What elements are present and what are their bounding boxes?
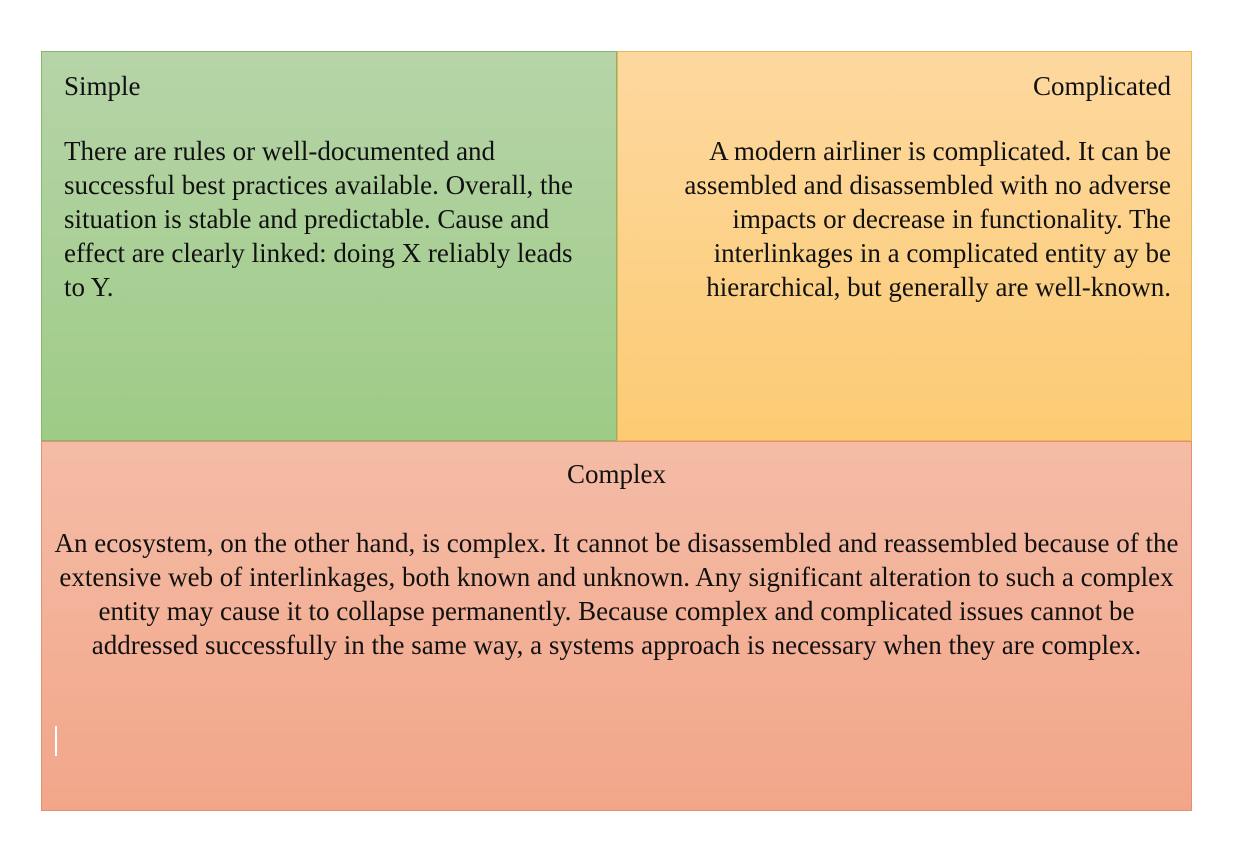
simple-description: There are rules or well-documented and successful best practices available. Overall, the situation is stable and predictable. Cause and effect are clearly linked: doing X reliably leads to Y.: [64, 136, 574, 302]
complicated-title: Complicated: [1033, 71, 1171, 101]
text-cursor: [55, 726, 57, 756]
domain-diagram: [41, 51, 1192, 811]
complicated-quadrant: [617, 51, 1192, 441]
complex-description: An ecosystem, on the other hand, is complex. It cannot be disassembled and reassembled because of the extensive web of interlinkages, both known and unknown. Any significant alteration to such a complex entity may cause it to collapse permanently. Because complex and complicated issues cannot be addressed successfully in the same way, a systems approach is necessary when they are complex.: [54, 528, 1179, 660]
simple-title: Simple: [64, 71, 141, 101]
complicated-description: A modern airliner is complicated. It can be assembled and disassembled with no adverse impacts or decrease in functionality. The interlinkages in a complicated entity ay be hierarchical, but generally are well-known.: [684, 136, 1171, 302]
complex-title: Complex: [567, 459, 666, 489]
simple-quadrant: [41, 51, 617, 441]
complex-quadrant: [41, 441, 1192, 811]
